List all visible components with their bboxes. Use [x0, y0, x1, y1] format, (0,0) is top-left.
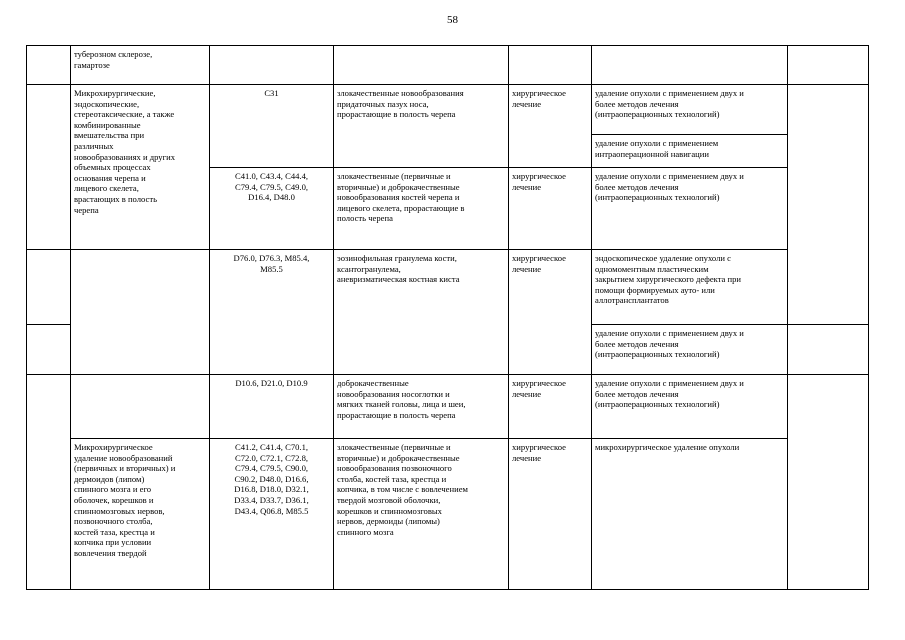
- row2-type-cell: хирургическое лечение: [509, 85, 592, 168]
- row2-method-cell: Микрохирургические, эндоскопические, стереотаксические, а также комбинированные вмешательства при различных новообразованиях и других объемных процессах основания черепа и лицевого скелета, врастающих в полость черепа: [71, 85, 210, 250]
- row6-codes-cell: C41.2, C41.4, C70.1, C72.0, C72.1, C72.8, C79.4, C79.5, C90.0, C90.2, D48.0, D16.6, D16.8, D18.0, D32.1, D33.4, D33.7, D36.1, D43.4, Q06.8, M85.5: [210, 439, 334, 590]
- row1-cost-cell: [788, 46, 869, 85]
- row5-treatment-cell: удаление опухоли с применением двух и более методов лечения (интраоперационных технологий): [592, 375, 788, 439]
- row2-model-cell: злокачественные новообразования придаточных пазух носа, прорастающие в полость черепа: [334, 85, 509, 168]
- row2-treatment-a-cell: удаление опухоли с применением двух и более методов лечения (интраоперационных технологий): [592, 85, 788, 135]
- row5-codes-cell: D10.6, D21.0, D10.9: [210, 375, 334, 439]
- row6-type-cell: хирургическое лечение: [509, 439, 592, 590]
- row3-type-cell: хирургическое лечение: [509, 168, 592, 250]
- row6-model-cell: злокачественные (первичные и вторичные) и доброкачественные новообразования позвоночного столба, костей таза, крестца и копчика, в том числе с вовлечением твердой мозговой оболочки, корешков и спинномозговых нервов, дермоиды (липомы) спинного мозга: [334, 439, 509, 590]
- row2-cost-cell: [788, 85, 869, 325]
- row4-treatment-a-cell: эндоскопическое удаление опухоли с одномоментным пластическим закрытием хирургического дефекта при помощи формируемых ауто- или аллотрансплантатов: [592, 250, 788, 325]
- row6-treatment-cell: микрохирургическое удаление опухоли: [592, 439, 788, 590]
- row3-codes-cell: C41.0, C43.4, C44.4, C79.4, C79.5, C49.0, D16.4, D48.0: [210, 168, 334, 250]
- row1-treatment-cell: [592, 46, 788, 85]
- row2-treatment-b-cell: удаление опухоли с применением интраоперационной навигации: [592, 135, 788, 168]
- row4-type-cell: хирургическое лечение: [509, 250, 592, 375]
- row5-type-cell: хирургическое лечение: [509, 375, 592, 439]
- row3-treatment-cell: удаление опухоли с применением двух и более методов лечения (интраоперационных технологий): [592, 168, 788, 250]
- row4-num-cell: [27, 250, 71, 325]
- row5-cost-cell: [788, 375, 869, 590]
- page-number: 58: [447, 14, 458, 26]
- row1-type-cell: [509, 46, 592, 85]
- row4-method-cell: [71, 250, 210, 375]
- row5-method-cell: [71, 375, 210, 439]
- row4b-cost-cell: [788, 325, 869, 375]
- row4-model-cell: эозинофильная гранулема кости, ксантогранулема, аневризматическая костная киста: [334, 250, 509, 375]
- row4-codes-cell: D76.0, D76.3, M85.4, M85.5: [210, 250, 334, 375]
- row1-model-cell: [334, 46, 509, 85]
- row1-num-cell: [27, 46, 71, 85]
- row3-model-cell: злокачественные (первичные и вторичные) и доброкачественные новообразования костей черепа и лицевого скелета, прорастающие в полость черепа: [334, 168, 509, 250]
- row1-codes-cell: [210, 46, 334, 85]
- row2-num-cell: [27, 85, 71, 250]
- row2-codes-cell: C31: [210, 85, 334, 168]
- medical-procedures-table: [26, 45, 869, 590]
- row6-method-cell: Микрохирургическое удаление новообразований (первичных и вторичных) и дермоидов (липом) спинного мозга и его оболочек, корешков и спинномозговых нервов, позвоночного столба, костей таза, крестца и копчика при условии вовлечения твердой: [71, 439, 210, 590]
- row4b-num-cell: [27, 325, 71, 375]
- row4-treatment-b-cell: удаление опухоли с применением двух и более методов лечения (интраоперационных технологий): [592, 325, 788, 375]
- row5-model-cell: доброкачественные новообразования носоглотки и мягких тканей головы, лица и шеи, прорастающие в полость черепа: [334, 375, 509, 439]
- row5-num-cell: [27, 375, 71, 590]
- row1-method-cell: туберозном склерозе, гамартозе: [71, 46, 210, 85]
